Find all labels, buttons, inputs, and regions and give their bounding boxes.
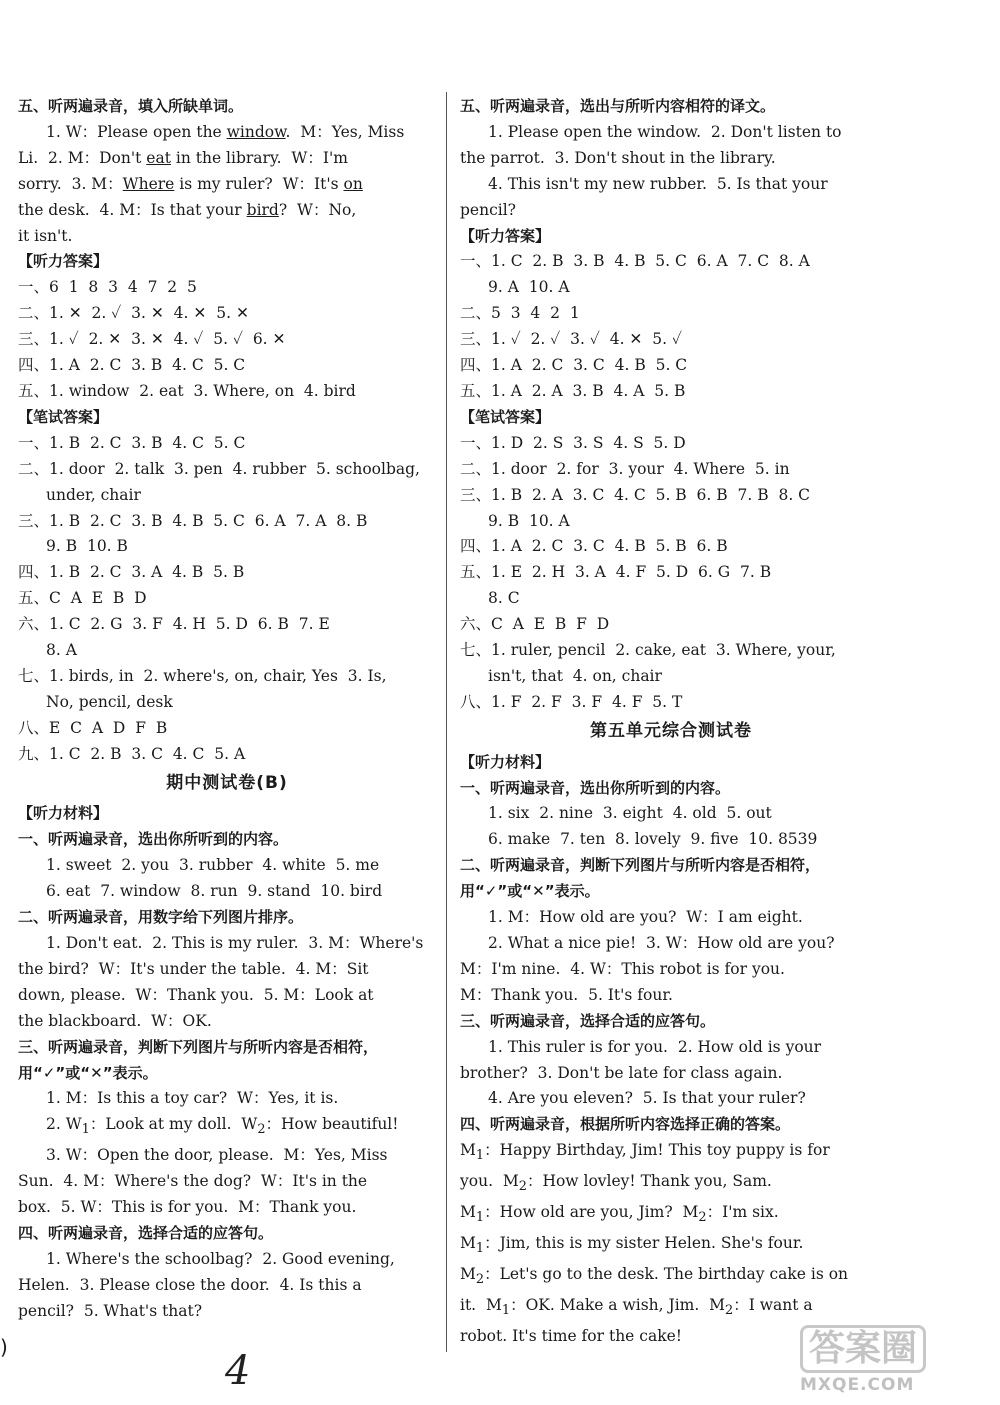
text-line: 六、C A E B F D bbox=[460, 615, 610, 634]
text-line: $M_1$：Jim, this is my sister Helen. She's four. bbox=[460, 1234, 804, 1257]
text-line: brother? 3. Don't be late for class again. bbox=[460, 1063, 783, 1082]
text-line: 2. $W_1$：Look at my doll. $W_2$：How beautiful! bbox=[46, 1115, 399, 1138]
section-heading: 用“✓”或“✕”表示。 bbox=[460, 882, 600, 901]
text-line: the parrot. 3. Don't shout in the library. bbox=[460, 148, 776, 167]
section-heading: 一、听两遍录音，选出你所听到的内容。 bbox=[18, 830, 289, 849]
section-heading: 四、听两遍录音，选择合适的应答句。 bbox=[18, 1224, 274, 1243]
text-line: 三、1. ✓ 2. ✕ 3. ✕ 4. ✓ 5. ✓ 6. ✕ bbox=[18, 330, 286, 349]
text-line: Li. 2. M：Don't eat in the library. W：I'm bbox=[18, 148, 348, 167]
text-line: 1. This ruler is for you. 2. How old is your bbox=[488, 1037, 822, 1056]
text-line: 二、5 3 4 2 1 bbox=[460, 304, 580, 323]
text-line: 八、E C A D F B bbox=[18, 718, 168, 737]
text-line: box. 5. W：This is for you. M：Thank you. bbox=[18, 1198, 357, 1217]
text-line: 1. Where's the schoolbag? 2. Good evening, bbox=[46, 1249, 395, 1268]
text-line: 一、1. D 2. S 3. S 4. S 5. D bbox=[460, 433, 686, 452]
text-line: 三、1. B 2. C 3. B 4. B 5. C 6. A 7. A 8. B bbox=[18, 511, 368, 530]
text-line: 四、1. A 2. C 3. C 4. B 5. B 6. B bbox=[460, 537, 728, 556]
section-heading: 【笔试答案】 bbox=[460, 407, 551, 426]
text-line: 八、1. F 2. F 3. F 4. F 5. T bbox=[460, 692, 683, 711]
text-line: 九、1. C 2. B 3. C 4. C 5. A bbox=[18, 744, 246, 763]
section-heading: 五、听两遍录音，填入所缺单词。 bbox=[18, 97, 244, 115]
text-line: 一、1. B 2. C 3. B 4. C 5. C bbox=[18, 433, 246, 452]
text-line: 二、1. ✕ 2. ✓ 3. ✕ 4. ✕ 5. ✕ bbox=[18, 304, 249, 323]
text-line: 三、1. B 2. A 3. C 4. C 5. B 6. B 7. B 8. C bbox=[460, 485, 811, 504]
text-line: M：Thank you. 5. It's four. bbox=[460, 985, 673, 1004]
text-line: down, please. W：Thank you. 5. M：Look at bbox=[18, 985, 374, 1004]
section-heading: 五、听两遍录音，选出与所听内容相符的译文。 bbox=[460, 97, 776, 115]
text-line: isn't, that 4. on, chair bbox=[488, 666, 662, 685]
text-line: 一、6 1 8 3 4 7 2 5 bbox=[18, 278, 197, 297]
text-line: 三、1. ✓ 2. ✓ 3. ✓ 4. ✕ 5. ✓ bbox=[460, 330, 682, 349]
right-column bbox=[460, 94, 882, 1350]
text-line: 七、1. birds, in 2. where's, on, chair, Yes 3. Is, bbox=[18, 666, 387, 685]
text-line: 6. eat 7. window 8. run 9. stand 10. bird bbox=[46, 882, 383, 901]
text-line: 四、1. A 2. C 3. B 4. C 5. C bbox=[18, 356, 246, 375]
text-line: 二、1. door 2. for 3. your 4. Where 5. in bbox=[460, 459, 790, 478]
text-line: you. $M_2$：How lovley! Thank you, Sam. bbox=[460, 1172, 772, 1195]
text-line: 8. C bbox=[488, 589, 520, 608]
text-line: $M_2$：Let's go to the desk. The birthday cake is on bbox=[460, 1265, 849, 1288]
text-line: 五、1. E 2. H 3. A 4. F 5. D 6. G 7. B bbox=[460, 563, 772, 582]
text-line: 6. make 7. ten 8. lovely 9. five 10. 8539 bbox=[488, 830, 818, 849]
watermark-logo: 答案圈 bbox=[800, 1325, 926, 1373]
section-title: 期中测试卷(B) bbox=[166, 772, 288, 793]
column-divider bbox=[446, 92, 447, 1352]
text-line: 1. W：Please open the window. M：Yes, Miss bbox=[46, 122, 405, 141]
section-heading: 二、听两遍录音，用数字给下列图片排序。 bbox=[18, 908, 304, 927]
section-heading: 【笔试答案】 bbox=[18, 407, 109, 426]
text-line: 七、1. ruler, pencil 2. cake, eat 3. Where, your, bbox=[460, 641, 836, 660]
text-line: No, pencil, desk bbox=[46, 692, 173, 711]
section-title: 第五单元综合测试卷 bbox=[590, 720, 752, 741]
text-line: $M_1$：Happy Birthday, Jim! This toy puppy is for bbox=[460, 1141, 830, 1164]
section-heading: 一、听两遍录音，选出你所听到的内容。 bbox=[460, 778, 731, 797]
text-line: 五、C A E B D bbox=[18, 589, 147, 608]
text-line: 1. sweet 2. you 3. rubber 4. white 5. me bbox=[46, 856, 380, 875]
section-heading: 【听力材料】 bbox=[18, 804, 109, 823]
text-line: Helen. 3. Please close the door. 4. Is this a bbox=[18, 1275, 362, 1294]
text-line: it. $M_1$：OK. Make a wish, Jim. $M_2$：I want a bbox=[460, 1296, 813, 1319]
text-line: Sun. 4. M：Where's the dog? W：It's in the bbox=[18, 1172, 368, 1191]
text-line: 1. Please open the window. 2. Don't listen to bbox=[488, 122, 842, 141]
section-heading: 【听力答案】 bbox=[460, 226, 551, 245]
text-line: it isn't. bbox=[18, 226, 73, 245]
text-line: 二、1. door 2. talk 3. pen 4. rubber 5. schoolbag, bbox=[18, 459, 420, 478]
text-line: M：I'm nine. 4. W：This robot is for you. bbox=[460, 959, 785, 978]
text-line: pencil? bbox=[460, 200, 516, 219]
text-line: 一、1. C 2. B 3. B 4. B 5. C 6. A 7. C 8. A bbox=[460, 252, 810, 271]
text-line: 8. A bbox=[46, 641, 77, 660]
text-line: the blackboard. W：OK. bbox=[18, 1011, 212, 1030]
text-line: 四、1. B 2. C 3. A 4. B 5. B bbox=[18, 563, 245, 582]
section-heading: 【听力材料】 bbox=[460, 752, 551, 771]
text-line: 1. M：Is this a toy car? W：Yes, it is. bbox=[46, 1089, 339, 1108]
watermark-url: MXQE.COM bbox=[800, 1375, 915, 1395]
text-line: 六、1. C 2. G 3. F 4. H 5. D 6. B 7. E bbox=[18, 615, 330, 634]
text-line: 四、1. A 2. C 3. C 4. B 5. C bbox=[460, 356, 688, 375]
section-heading: 用“✓”或“✕”表示。 bbox=[18, 1063, 158, 1082]
section-heading: 【听力答案】 bbox=[18, 252, 109, 271]
text-line: 4. This isn't my new rubber. 5. Is that your bbox=[488, 174, 828, 193]
section-heading: 四、听两遍录音，根据所听内容选择正确的答案。 bbox=[460, 1115, 791, 1134]
watermark bbox=[800, 1325, 990, 1395]
left-column bbox=[18, 94, 436, 1325]
text-line: 1. Don't eat. 2. This is my ruler. 3. M：Where's bbox=[46, 934, 424, 952]
section-heading: 二、听两遍录音，判断下列图片与所听内容是否相符， bbox=[460, 856, 821, 875]
text-line: 1. six 2. nine 3. eight 4. old 5. out bbox=[488, 804, 772, 823]
page-number: ) bbox=[0, 1335, 8, 1359]
text-line: 9. B 10. A bbox=[488, 511, 570, 530]
text-line: robot. It's time for the cake! bbox=[460, 1327, 682, 1346]
text-line: pencil? 5. What's that? bbox=[18, 1301, 203, 1320]
handwritten-mark: 4 bbox=[225, 1348, 251, 1394]
text-line: 9. B 10. B bbox=[46, 537, 128, 556]
text-line: sorry. 3. M：Where is my ruler? W：It's on bbox=[18, 174, 363, 193]
text-line: 4. Are you eleven? 5. Is that your ruler? bbox=[488, 1089, 806, 1108]
text-line: 五、1. window 2. eat 3. Where, on 4. bird bbox=[18, 381, 356, 400]
text-line: 3. W：Open the door, please. M：Yes, Miss bbox=[46, 1146, 388, 1165]
text-line: the desk. 4. M：Is that your bird? W：No, bbox=[18, 200, 357, 219]
section-heading: 三、听两遍录音，判断下列图片与所听内容是否相符， bbox=[18, 1037, 379, 1056]
text-line: 1. M：How old are you? W：I am eight. bbox=[488, 908, 803, 927]
section-heading: 三、听两遍录音，选择合适的应答句。 bbox=[460, 1011, 716, 1030]
text-line: $M_1$：How old are you, Jim? $M_2$：I'm six. bbox=[460, 1203, 779, 1226]
text-line: 2. What a nice pie! 3. W：How old are you? bbox=[488, 934, 835, 952]
text-line: 9. A 10. A bbox=[488, 278, 570, 297]
text-line: 五、1. A 2. A 3. B 4. A 5. B bbox=[460, 381, 686, 400]
text-line: under, chair bbox=[46, 485, 141, 504]
text-line: the bird? W：It's under the table. 4. M：Sit bbox=[18, 959, 369, 978]
